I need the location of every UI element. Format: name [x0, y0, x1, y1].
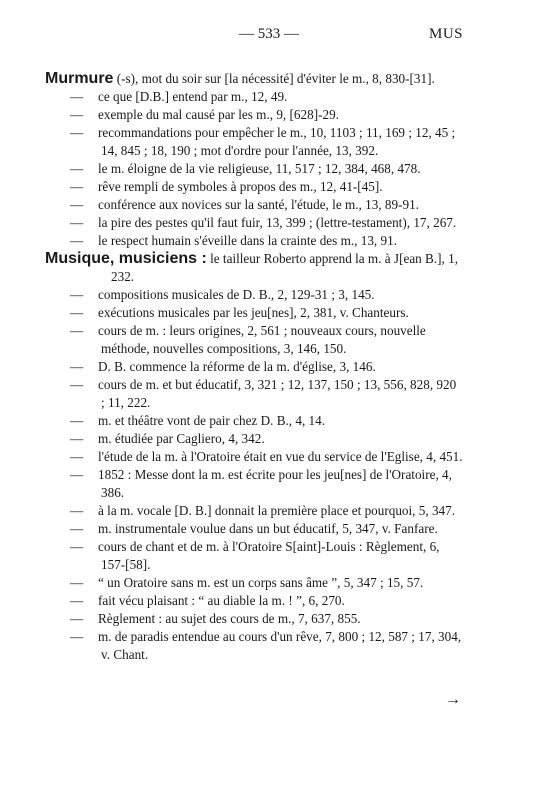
index-subentry — [45, 286, 463, 304]
entry-text: rêve rempli de symboles à propos des m., 12, 41-[45]. — [98, 179, 383, 194]
entry-text: cours de chant et de m. à l'Oratoire S[aint]-Louis : Règlement, 6, 157-[58]. — [98, 539, 440, 572]
entry-text: cours de m. et but éducatif, 3, 321 ; 12, 137, 150 ; 13, 556, 828, 920 ; 11, 222. — [98, 377, 457, 410]
entry-text: la pire des pestes qu'il faut fuir, 13, 399 ; (lettre-testament), 17, 267. — [98, 215, 457, 230]
index-subentry — [45, 610, 463, 628]
entry-headword: Murmure — [45, 70, 114, 87]
dash: — — [70, 449, 84, 464]
index-subentry — [45, 412, 463, 430]
dash: — — [70, 467, 84, 482]
dash: — — [70, 125, 84, 140]
dash: — — [70, 323, 84, 338]
entry-text: m. de paradis entendue au cours d'un rêve, 7, 800 ; 12, 587 ; 17, 304, v. Chant. — [98, 629, 462, 662]
page-number: — 533 — — [239, 26, 299, 42]
dash: — — [70, 431, 84, 446]
index-subentry — [45, 214, 463, 232]
entry-text: Règlement : au sujet des cours de m., 7, 637, 855. — [98, 611, 361, 626]
entry-text: ce que [D.B.] entend par m., 12, 49. — [98, 89, 288, 104]
entry-text: l'étude de la m. à l'Oratoire était en vue du service de l'Eglise, 4, 451. — [98, 449, 463, 464]
entry-text: le m. éloigne de la vie religieuse, 11, 517 ; 12, 384, 468, 478. — [98, 161, 421, 176]
index-subentry — [45, 304, 463, 322]
dash: — — [70, 593, 84, 608]
page-header — [0, 26, 538, 46]
dash: — — [70, 215, 84, 230]
index-subentry — [45, 466, 463, 502]
entry-text: (-s), mot du soir sur [la nécessité] d'éviter le m., 8, 830-[31]. — [113, 71, 435, 86]
dash: — — [70, 305, 84, 320]
index-subentry — [45, 106, 463, 124]
entry-text: 1852 : Messe dont la m. est écrite pour les jeu[nes] de l'Oratoire, 4, 386. — [98, 467, 452, 500]
entry-text: cours de m. : leurs origines, 2, 561 ; nouveaux cours, nouvelle méthode, nouvelles compositions, 3, 146, 150. — [98, 323, 426, 356]
dash: — — [70, 107, 84, 122]
entry-text: m. étudiée par Cagliero, 4, 342. — [98, 431, 265, 446]
index-entry-head — [45, 70, 463, 88]
index-subentry — [45, 322, 463, 358]
index-subentry — [45, 358, 463, 376]
continue-arrow-icon: → — [445, 691, 461, 708]
index-subentry — [45, 376, 463, 412]
dash: — — [70, 161, 84, 176]
entry-text: recommandations pour empêcher le m., 10, 1103 ; 11, 169 ; 12, 45 ; 14, 845 ; 18, 190 ; mot d'ordre pour l'année, 13, 392. — [98, 125, 456, 158]
index-subentry — [45, 88, 463, 106]
index-entry-head — [45, 250, 463, 286]
dash: — — [70, 413, 84, 428]
entry-headword: Musique, musiciens : — [45, 250, 207, 267]
dash: — — [70, 377, 84, 392]
index-subentry — [45, 520, 463, 538]
index-subentry — [45, 196, 463, 214]
dash: — — [70, 179, 84, 194]
entry-text: à la m. vocale [D. B.] donnait la première place et pourquoi, 5, 347. — [98, 503, 456, 518]
index-subentry — [45, 430, 463, 448]
entry-text: exemple du mal causé par les m., 9, [628]-29. — [98, 107, 339, 122]
entry-text: compositions musicales de D. B., 2, 129-31 ; 3, 145. — [98, 287, 375, 302]
dash: — — [70, 503, 84, 518]
entry-text: “ un Oratoire sans m. est un corps sans âme ”, 5, 347 ; 15, 57. — [98, 575, 424, 590]
index-subentry — [45, 124, 463, 160]
index-subentry — [45, 538, 463, 574]
index-subentry — [45, 178, 463, 196]
dash: — — [70, 287, 84, 302]
index-subentry — [45, 232, 463, 250]
entry-text: le tailleur Roberto apprend la m. à J[ean B.], 1, 232. — [111, 251, 459, 284]
entry-text: m. et théâtre vont de pair chez D. B., 4, 14. — [98, 413, 326, 428]
dash: — — [70, 359, 84, 374]
entry-text: fait vécu plaisant : “ au diable la m. ! ”, 6, 270. — [98, 593, 345, 608]
dash: — — [70, 197, 84, 212]
index-subentry — [45, 160, 463, 178]
dash: — — [70, 575, 84, 590]
dash: — — [70, 629, 84, 644]
dash: — — [70, 539, 84, 554]
entry-text: D. B. commence la réforme de la m. d'église, 3, 146. — [98, 359, 376, 374]
dash: — — [70, 233, 84, 248]
entry-text: m. instrumentale voulue dans un but éducatif, 5, 347, v. Fanfare. — [98, 521, 438, 536]
dash: — — [70, 611, 84, 626]
running-head: MUS — [428, 26, 463, 42]
index-subentry — [45, 448, 463, 466]
entry-text: conférence aux novices sur la santé, l'étude, le m., 13, 89-91. — [98, 197, 419, 212]
index-subentry — [45, 592, 463, 610]
index-subentry — [45, 628, 463, 664]
entry-text: exécutions musicales par les jeu[nes], 2, 381, v. Chanteurs. — [98, 305, 409, 320]
index-subentry — [45, 574, 463, 592]
index-content — [45, 70, 463, 664]
dash: — — [70, 521, 84, 536]
dash: — — [70, 89, 84, 104]
index-subentry — [45, 502, 463, 520]
entry-text: le respect humain s'éveille dans la crainte des m., 13, 91. — [98, 233, 397, 248]
